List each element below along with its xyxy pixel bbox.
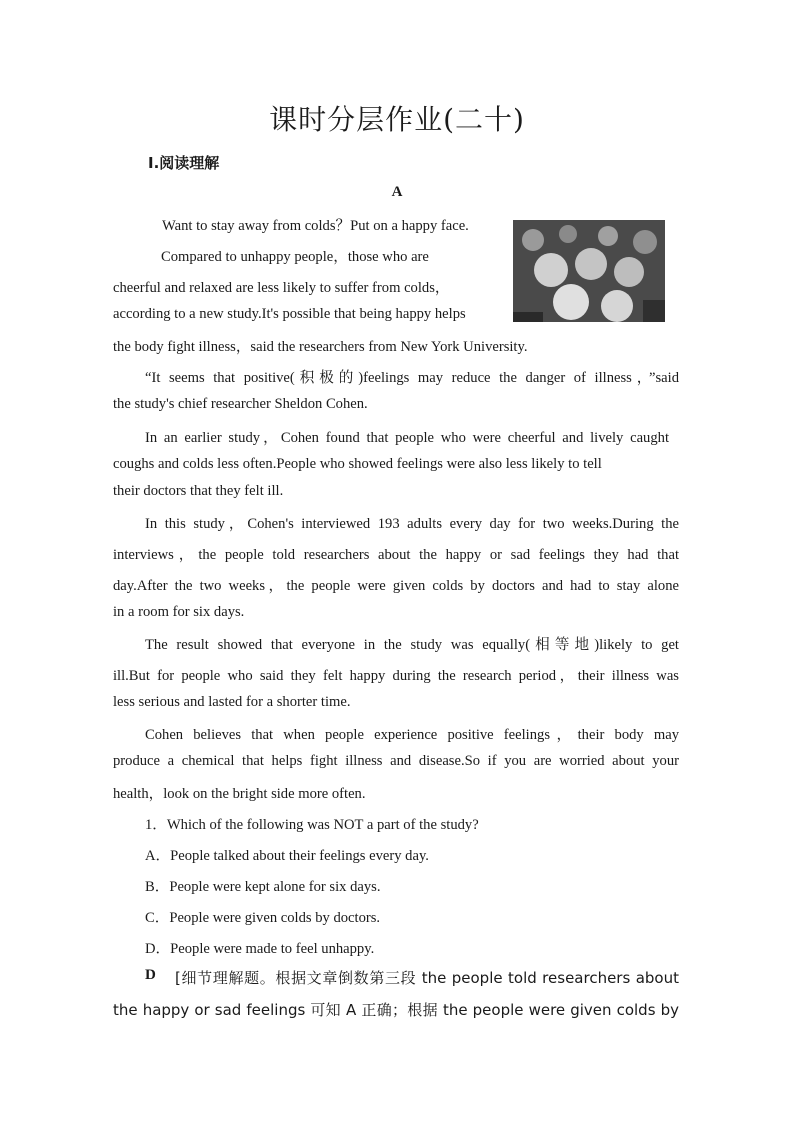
- answer-explanation: the happy or sad feelings 可知 A 正确；根据 the people were given colds by: [113, 1001, 679, 1019]
- text-line: Compared to unhappy people，those who are: [161, 249, 429, 265]
- answer-explanation: [细节理解题。根据文章倒数第三段 the people told researchers about: [175, 969, 679, 987]
- text-line: the body fight illness，said the researchers from New York University.: [113, 339, 528, 355]
- option-c: C．People were given colds by doctors.: [145, 910, 381, 926]
- text-line: In an earlier study，Cohen found that people who were cheerful and lively caught: [145, 430, 669, 446]
- text-line: day.After the two weeks，the people were given colds by doctors and had to stay alone: [113, 578, 679, 594]
- text-line: In this study，Cohen's interviewed 193 adults every day for two weeks.During the: [145, 516, 679, 532]
- text-line: health，look on the bright side more often.: [113, 786, 366, 802]
- question-stem: 1．Which of the following was NOT a part of the study?: [145, 817, 479, 833]
- text-line: “It seems that positive(积极的)feelings may reduce the danger of illness，”said: [145, 370, 679, 386]
- text-line: coughs and colds less often.People who showed feelings were also less likely to tell: [113, 456, 602, 472]
- text-line: Want to stay away from colds？Put on a happy face.: [162, 218, 469, 234]
- text-line: the study's chief researcher Sheldon Cohen.: [113, 396, 368, 412]
- text-line: Cohen believes that when people experience positive feelings，their body may: [145, 727, 679, 743]
- text-line: in a room for six days.: [113, 604, 245, 620]
- text-line: cheerful and relaxed are less likely to suffer from colds，: [113, 280, 450, 296]
- text-line: less serious and lasted for a shorter time.: [113, 694, 351, 710]
- text-line: interviews，the people told researchers about the happy or sad feelings they had that: [113, 547, 679, 563]
- text-line: ill.But for people who said they felt happy during the research period，their illness was: [113, 668, 679, 684]
- passage-label: A: [391, 184, 403, 200]
- children-smiling-photo: [513, 220, 665, 322]
- option-a: A．People talked about their feelings every day.: [145, 848, 429, 864]
- option-d: D．People were made to feel unhappy.: [145, 941, 375, 957]
- text-line: their doctors that they felt ill.: [113, 483, 284, 499]
- page-title: 课时分层作业(二十): [269, 103, 525, 136]
- option-b: B．People were kept alone for six days.: [145, 879, 381, 895]
- text-line: The result showed that everyone in the study was equally(相等地)likely to get: [145, 637, 679, 653]
- answer-letter: D: [145, 967, 156, 983]
- text-line: produce a chemical that helps fight illness and disease.So if you are worried about your: [113, 753, 679, 769]
- section-heading: Ⅰ.阅读理解: [148, 154, 220, 172]
- text-line: according to a new study.It's possible that being happy helps: [113, 306, 466, 322]
